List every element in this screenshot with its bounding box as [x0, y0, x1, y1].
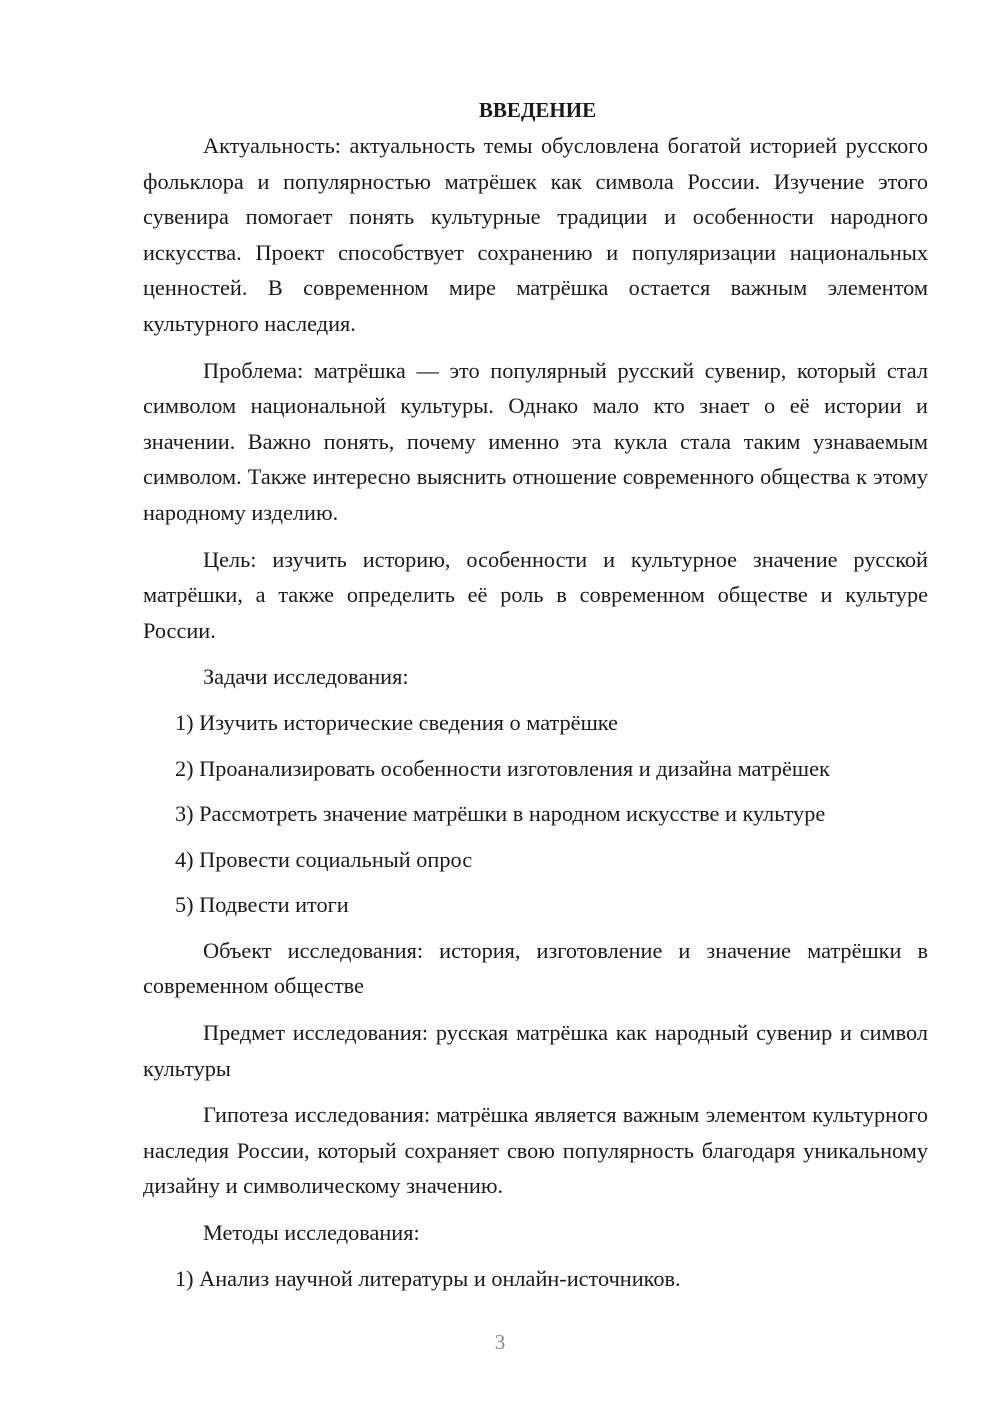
tasks-title: Задачи исследования: [203, 664, 409, 690]
object-paragraph: Объект исследования: история, изготовление и значение матрёшки в современном обществе [143, 937, 928, 999]
subject-paragraph: Предмет исследования: русская матрёшка как народный сувенир и символ культуры [143, 1020, 928, 1081]
list-item: 2) Проанализировать особенности изготовления и дизайна матрёшек [175, 755, 830, 781]
list-item: 3) Рассмотреть значение матрёшки в народном искусстве и культуре [175, 801, 826, 827]
goal-paragraph: Цель: изучить историю, особенности и культурное значение русской матрёшки, а также определить её роль в современном обществе и культуре России. [143, 546, 928, 643]
methods-list [143, 1261, 928, 1297]
relevance-paragraph: Актуальность: актуальность темы обусловлена богатой историей русского фольклора и популярностью матрёшек как символа России. Изучение этого сувенира помогает понять культурные традиции и особенности народного искусства. Проект способствует сохранению и популяризации национальных ценностей. В современном мире матрёшка остается важным элементом культурного наследия. [143, 133, 928, 336]
document-page [143, 92, 928, 1296]
hypothesis-paragraph: Гипотеза исследования: матрёшка является важным элементом культурного наследия России, который сохраняет свою популярность благодаря уникальному дизайну и символическому значению. [143, 1102, 928, 1199]
list-item: 1) Изучить исторические сведения о матрёшке [175, 709, 618, 735]
problem-paragraph: Проблема: матрёшка — это популярный русский сувенир, который стал символом национальной культуры. Однако мало кто знает о её истории и значении. Важно понять, почему именно эта кукла стала таким узнаваемым символом. Также интересно выяснить отношение современного общества к этому народному изделию. [143, 357, 928, 525]
section-heading: ВВЕДЕНИЕ [478, 98, 597, 122]
page-number: 3 [494, 1330, 506, 1354]
list-item: 1) Анализ научной литературы и онлайн-источников. [175, 1265, 681, 1291]
tasks-list [143, 705, 928, 923]
list-item: 5) Подвести итоги [175, 892, 349, 918]
methods-title: Методы исследования: [203, 1220, 420, 1246]
list-item: 4) Провести социальный опрос [175, 846, 473, 872]
